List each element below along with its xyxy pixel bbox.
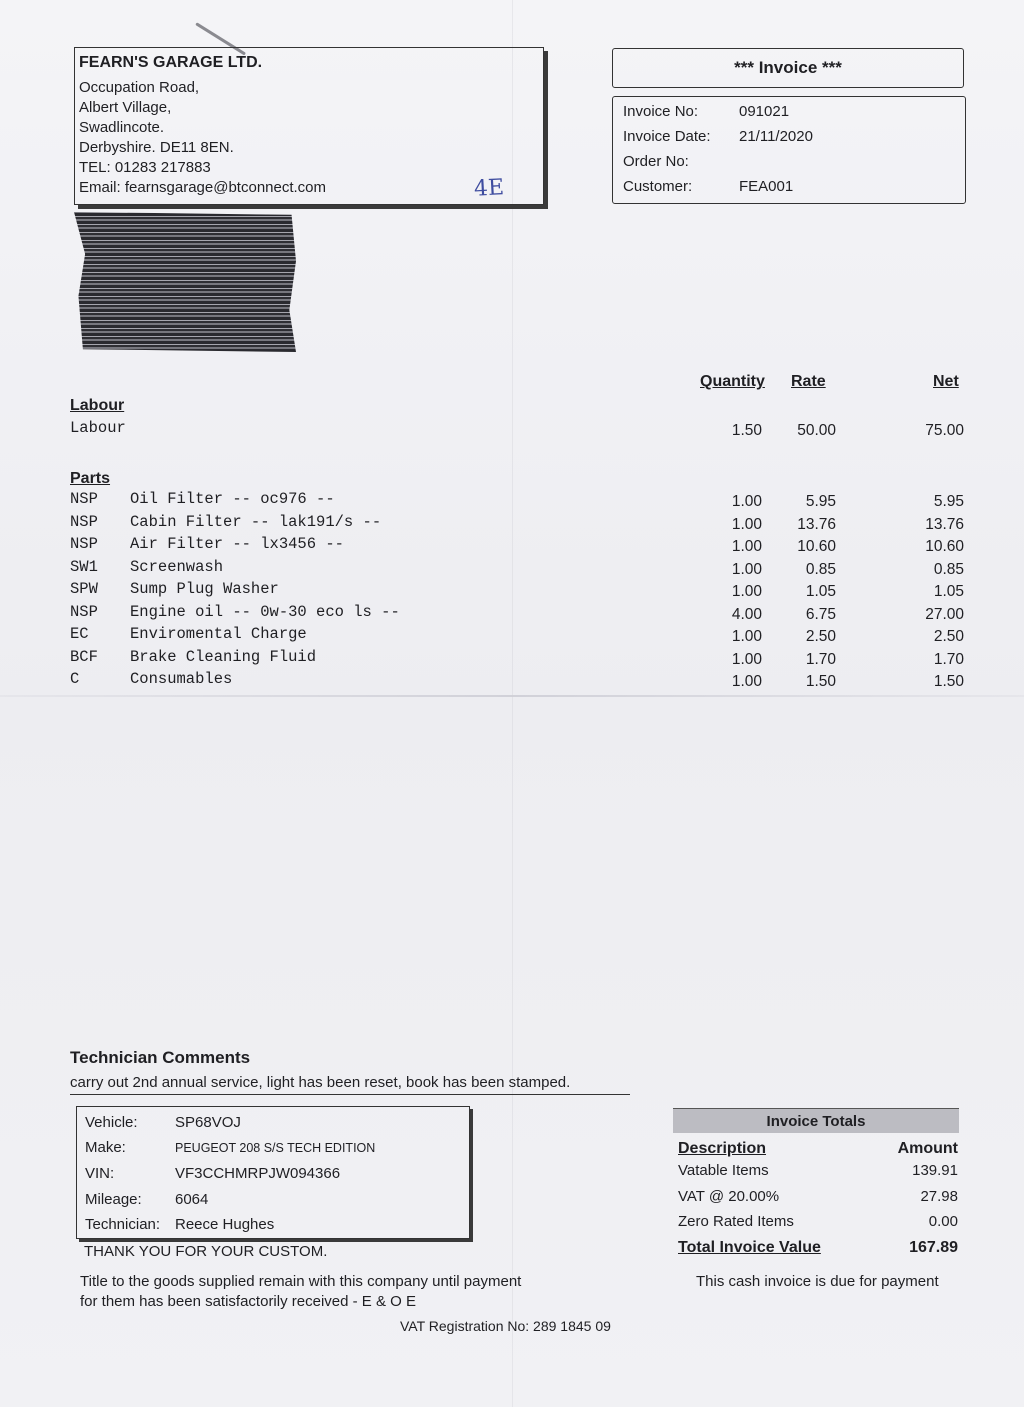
part-rate: 6.75 bbox=[805, 605, 836, 623]
parts-row bbox=[0, 648, 1024, 670]
part-quantity: 1.00 bbox=[731, 493, 762, 510]
part-rate: 1.05 bbox=[805, 583, 836, 600]
part-net: 1.05 bbox=[933, 583, 964, 600]
vehicle-row bbox=[85, 1114, 241, 1131]
invoice-details-box bbox=[612, 96, 966, 204]
invoice-date-label: Invoice Date: bbox=[623, 128, 711, 145]
zero-rated-label: Zero Rated Items bbox=[678, 1213, 794, 1230]
parts-row bbox=[0, 603, 1024, 625]
invoice-totals-title: Invoice Totals bbox=[673, 1108, 959, 1133]
part-code: NSP bbox=[70, 602, 98, 621]
totals-amount-header: Amount bbox=[897, 1140, 958, 1157]
vin-row bbox=[85, 1165, 340, 1182]
rate-column-header: Rate bbox=[791, 373, 826, 390]
vehicle-mileage: 6064 bbox=[175, 1191, 209, 1208]
part-net: 27.00 bbox=[925, 605, 964, 623]
labour-section-title: Labour bbox=[70, 397, 125, 414]
labour-row bbox=[0, 419, 1024, 441]
zero-rated-amount: 0.00 bbox=[928, 1213, 958, 1230]
part-net: 1.70 bbox=[933, 650, 964, 668]
parts-row bbox=[0, 580, 1024, 602]
parts-row bbox=[0, 558, 1024, 580]
part-rate: 10.60 bbox=[797, 538, 836, 555]
part-description: Sump Plug Washer bbox=[130, 580, 279, 598]
vehicle-details-box bbox=[76, 1106, 470, 1239]
vehicle-reg: SP68VOJ bbox=[175, 1114, 241, 1131]
make-row bbox=[85, 1139, 375, 1156]
net-column-header: Net bbox=[933, 373, 959, 390]
part-description: Cabin Filter -- lak191/s -- bbox=[130, 512, 382, 531]
part-quantity: 1.00 bbox=[731, 583, 762, 600]
labour-desc: Labour bbox=[70, 419, 126, 437]
part-rate: 1.70 bbox=[805, 650, 836, 668]
invoice-number: 091021 bbox=[739, 103, 790, 120]
handwritten-note: 4E bbox=[473, 175, 505, 202]
part-rate: 2.50 bbox=[805, 628, 836, 645]
customer-row bbox=[623, 178, 793, 195]
part-net: 2.50 bbox=[933, 628, 964, 645]
zero-rated-row bbox=[678, 1213, 958, 1230]
part-rate: 13.76 bbox=[797, 515, 836, 533]
vat-registration: VAT Registration No: 289 1845 09 bbox=[400, 1318, 611, 1334]
terms-line-2: for them has been satisfactorily received - E & O E bbox=[80, 1293, 416, 1310]
vatable-items-amount: 139.91 bbox=[912, 1162, 958, 1179]
address-line-2: Albert Village, bbox=[79, 99, 172, 116]
part-code: NSP bbox=[70, 535, 98, 553]
order-number-row bbox=[623, 153, 739, 170]
customer-label: Customer: bbox=[623, 178, 693, 195]
part-quantity: 1.00 bbox=[731, 650, 762, 668]
technician-label: Technician: bbox=[85, 1216, 161, 1233]
terms-line-1: Title to the goods supplied remain with this company until payment bbox=[80, 1273, 522, 1290]
quantity-column-header: Quantity bbox=[700, 373, 765, 390]
part-quantity: 1.00 bbox=[731, 515, 762, 533]
invoice-title: *** Invoice *** bbox=[612, 48, 964, 88]
part-description: Enviromental Charge bbox=[130, 625, 307, 643]
part-quantity: 1.00 bbox=[731, 538, 762, 555]
vehicle-make: PEUGEOT 208 S/S TECH EDITION bbox=[175, 1141, 376, 1155]
vat-amount: 27.98 bbox=[920, 1188, 958, 1205]
labour-net: 75.00 bbox=[925, 422, 964, 439]
totals-description-header: Description bbox=[678, 1140, 767, 1157]
company-tel: TEL: 01283 217883 bbox=[79, 159, 211, 176]
part-description: Air Filter -- lx3456 -- bbox=[130, 535, 344, 553]
company-name: FEARN'S GARAGE LTD. bbox=[79, 54, 263, 71]
part-description: Consumables bbox=[130, 670, 233, 688]
part-quantity: 4.00 bbox=[731, 605, 762, 623]
part-code: C bbox=[70, 670, 80, 688]
part-code: NSP bbox=[70, 512, 98, 531]
mileage-label: Mileage: bbox=[85, 1191, 142, 1208]
technician-comment: carry out 2nd annual service, light has been reset, book has been stamped. bbox=[70, 1074, 630, 1095]
parts-section-title: Parts bbox=[70, 470, 111, 487]
parts-row bbox=[0, 670, 1024, 692]
technician-row bbox=[85, 1216, 274, 1233]
make-label: Make: bbox=[85, 1139, 126, 1156]
thank-you-note: THANK YOU FOR YOUR CUSTOM. bbox=[84, 1243, 328, 1260]
part-net: 13.76 bbox=[925, 515, 964, 533]
order-number-label: Order No: bbox=[623, 153, 689, 170]
part-code: SPW bbox=[70, 580, 98, 598]
vatable-items-row bbox=[678, 1162, 958, 1179]
part-description: Oil Filter -- oc976 -- bbox=[130, 490, 335, 508]
terms-text bbox=[80, 1272, 521, 1312]
total-invoice-label: Total Invoice Value bbox=[678, 1239, 821, 1256]
company-email: Email: fearnsgarage@btconnect.com bbox=[79, 179, 327, 196]
mileage-row bbox=[85, 1191, 208, 1208]
invoice-date-row bbox=[623, 128, 813, 145]
vat-row bbox=[678, 1188, 958, 1205]
technician-name: Reece Hughes bbox=[175, 1216, 275, 1233]
parts-row bbox=[0, 513, 1024, 535]
part-description: Brake Cleaning Fluid bbox=[130, 647, 317, 666]
invoice-date: 21/11/2020 bbox=[739, 128, 813, 145]
part-net: 5.95 bbox=[933, 493, 964, 510]
invoice-number-row bbox=[623, 103, 789, 120]
parts-row bbox=[0, 490, 1024, 512]
invoice-number-label: Invoice No: bbox=[623, 103, 699, 120]
part-quantity: 1.00 bbox=[731, 560, 762, 578]
part-net: 10.60 bbox=[925, 538, 964, 555]
address-line-3: Swadlincote. bbox=[79, 119, 165, 136]
part-code: NSP bbox=[70, 490, 98, 508]
part-net: 0.85 bbox=[933, 560, 964, 578]
total-invoice-row bbox=[678, 1239, 958, 1257]
part-rate: 5.95 bbox=[805, 493, 836, 510]
vatable-items-label: Vatable Items bbox=[678, 1162, 769, 1179]
paper-fold-vertical bbox=[512, 0, 513, 1407]
customer-code: FEA001 bbox=[739, 178, 794, 195]
technician-comments-title: Technician Comments bbox=[70, 1048, 251, 1067]
parts-row bbox=[0, 535, 1024, 557]
labour-qty: 1.50 bbox=[731, 422, 762, 439]
address-line-4: Derbyshire. DE11 8EN. bbox=[79, 139, 234, 156]
address-line-1: Occupation Road, bbox=[79, 79, 200, 96]
part-quantity: 1.00 bbox=[731, 673, 762, 690]
vehicle-vin: VF3CCHMRPJW094366 bbox=[175, 1165, 341, 1182]
part-code: BCF bbox=[70, 647, 98, 666]
part-code: SW1 bbox=[70, 557, 98, 576]
vin-label: VIN: bbox=[85, 1165, 115, 1182]
vat-label: VAT @ 20.00% bbox=[678, 1188, 780, 1205]
part-net: 1.50 bbox=[933, 673, 964, 690]
part-description: Engine oil -- 0w-30 eco ls -- bbox=[130, 602, 400, 621]
part-rate: 1.50 bbox=[805, 673, 836, 690]
cash-invoice-note: This cash invoice is due for payment bbox=[696, 1273, 939, 1290]
parts-row bbox=[0, 625, 1024, 647]
part-description: Screenwash bbox=[130, 557, 224, 576]
labour-rate: 50.00 bbox=[797, 422, 836, 439]
part-rate: 0.85 bbox=[805, 560, 836, 578]
part-quantity: 1.00 bbox=[731, 628, 762, 645]
redacted-customer-address bbox=[74, 212, 296, 352]
total-invoice-amount: 167.89 bbox=[909, 1239, 958, 1256]
part-code: EC bbox=[70, 625, 89, 643]
vehicle-label: Vehicle: bbox=[85, 1114, 138, 1131]
totals-header-row bbox=[678, 1140, 958, 1158]
